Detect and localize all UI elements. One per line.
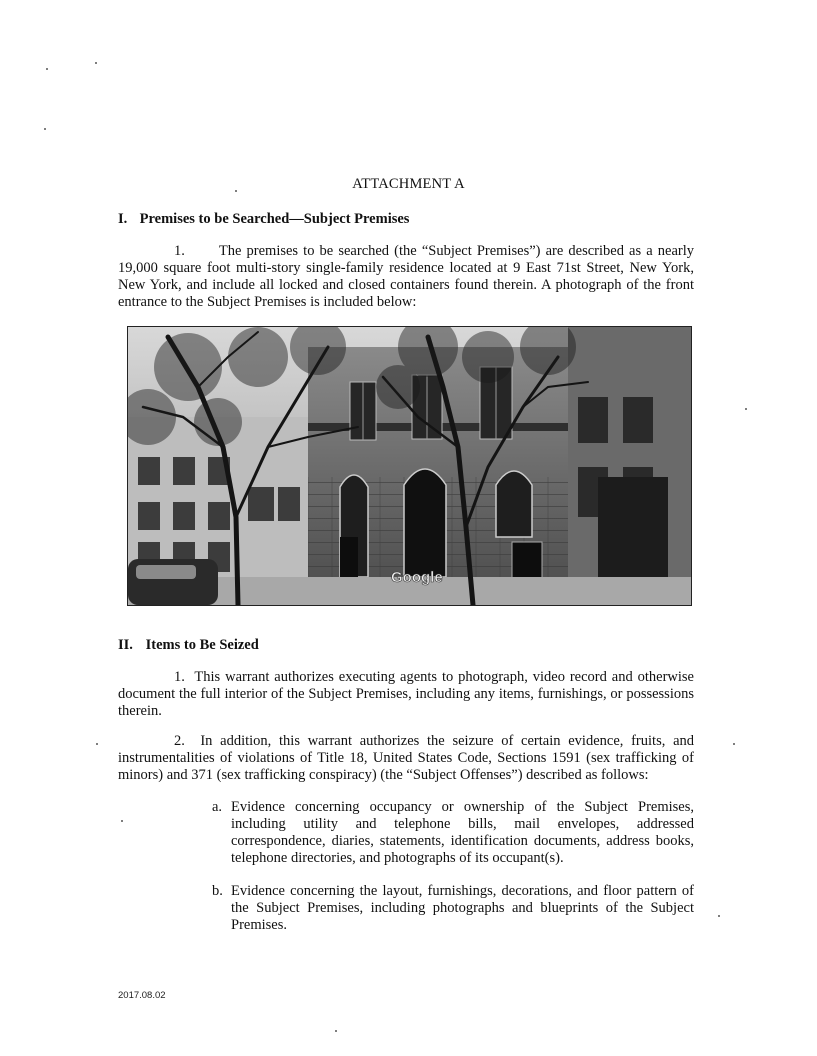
section-1-number: I. bbox=[118, 211, 128, 227]
scan-speck bbox=[96, 743, 98, 745]
section-2-title: Items to Be Seized bbox=[145, 637, 259, 653]
section-2-paragraph-1 bbox=[118, 669, 694, 720]
paragraph-number: 1. bbox=[174, 669, 185, 685]
list-item-label: b. bbox=[212, 883, 223, 899]
scan-speck bbox=[335, 1030, 337, 1032]
scan-speck bbox=[718, 915, 720, 917]
list-item-text: Evidence concerning occupancy or ownership of the Subject Premises, including utility and telephone bills, mail envelopes, addressed correspondence, diaries, statements, identification documents, address books, telephone directories, and photographs of its occupant(s). bbox=[231, 799, 694, 866]
paragraph-text: This warrant authorizes executing agents to photograph, video record and otherwise document the full interior of the Subject Premises, including any items, furnishings, or possessions therein. bbox=[118, 669, 694, 719]
paragraph-text: The premises to be searched (the “Subject Premises”) are described as a nearly 19,000 square foot multi-story single-family residence located at 9 East 71st Street, New York, New York, and include all locked and closed containers found therein. A photograph of the front entrance to the Subject Premises is included below: bbox=[118, 243, 694, 310]
list-item bbox=[212, 799, 694, 867]
section-2-number: II. bbox=[118, 637, 133, 653]
document-footer-code: 2017.08.02 bbox=[118, 990, 166, 1001]
section-1-title: Premises to be Searched—Subject Premises bbox=[139, 211, 410, 227]
list-item bbox=[212, 883, 694, 934]
scan-speck bbox=[235, 190, 237, 192]
google-watermark: Google bbox=[391, 569, 443, 586]
section-2-heading bbox=[118, 637, 259, 654]
scan-speck bbox=[46, 68, 48, 70]
scan-speck bbox=[44, 128, 46, 130]
section-2-paragraph-2 bbox=[118, 733, 694, 784]
list-item-label: a. bbox=[212, 799, 223, 815]
page-title: ATTACHMENT A bbox=[352, 176, 465, 192]
section-1-paragraph-1 bbox=[118, 243, 694, 311]
list-item-text: Evidence concerning the layout, furnishings, decorations, and floor pattern of the Subject Premises, including photographs and blueprints of the Subject Premises. bbox=[231, 883, 694, 933]
scan-speck bbox=[733, 743, 735, 745]
scan-speck bbox=[745, 408, 747, 410]
section-1-heading bbox=[118, 211, 409, 228]
premises-photograph bbox=[127, 326, 692, 606]
scan-speck bbox=[121, 820, 123, 822]
paragraph-number: 2. bbox=[174, 733, 185, 749]
paragraph-text: In addition, this warrant authorizes the seizure of certain evidence, fruits, and instrumentalities of violations of Title 18, United States Code, Sections 1591 (sex trafficking of minors) and 371 (sex trafficking conspiracy) (the “Subject Offenses”) described as follows: bbox=[118, 733, 695, 783]
paragraph-number: 1. bbox=[174, 243, 185, 259]
scan-speck bbox=[95, 62, 97, 64]
